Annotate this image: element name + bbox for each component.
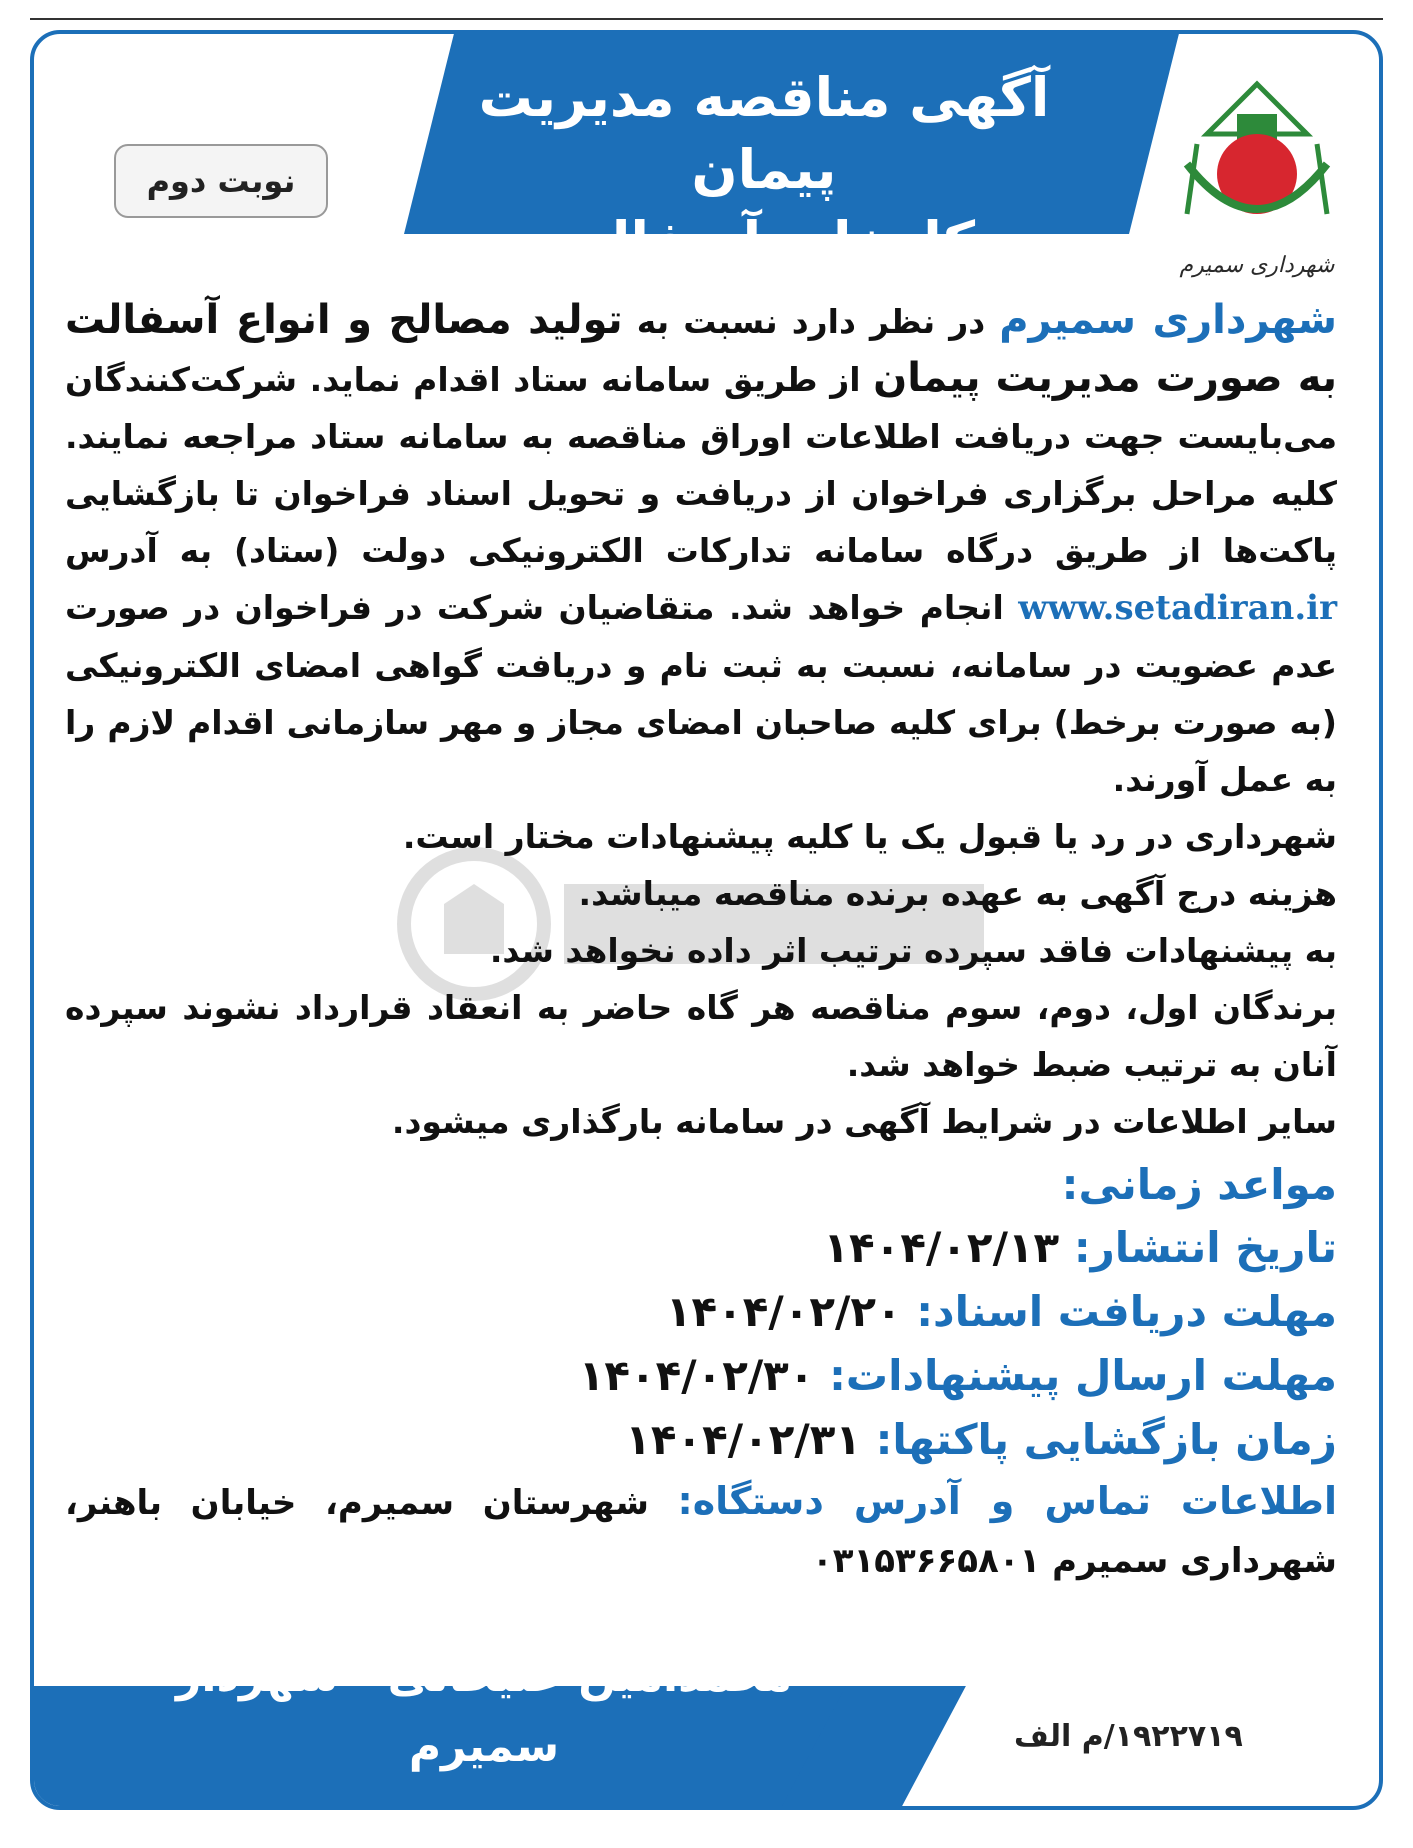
signatory: محمدامین علیخانی - شهردار سمیرم (176, 1651, 792, 1772)
notice-body (65, 292, 1337, 1590)
schedule-date: ۱۴۰۴/۰۲/۳۱ (625, 1415, 861, 1464)
schedule-label: تاریخ انتشار: (1073, 1223, 1337, 1272)
schedule-date: ۱۴۰۴/۰۲/۱۳ (823, 1223, 1060, 1272)
portal-link[interactable]: www.setadiran.ir (1018, 588, 1337, 628)
notice-title (414, 62, 1114, 278)
schedule-date: ۱۴۰۴/۰۲/۳۰ (578, 1351, 815, 1400)
org-name: شهرداری سمیرم (999, 297, 1338, 343)
emblem-icon (1147, 74, 1367, 244)
paragraph-more-info: سایر اطلاعات در شرایط آگهی در سامانه بارگذاری میشود. (391, 1102, 1337, 1141)
municipality-logo (1147, 74, 1367, 284)
contact-address: شهرستان سمیرم، خیابان باهنر، شهرداری سمیرم ۰۳۱۵۳۶۶۵۸۰۱ (65, 1483, 1337, 1581)
schedule-row (65, 1280, 1337, 1344)
top-rule (30, 18, 1383, 20)
notice-frame (30, 30, 1383, 1810)
schedule-label: زمان بازگشایی پاکتها: (875, 1415, 1337, 1464)
contact-info (65, 1472, 1337, 1590)
tender-subject: تولید مصالح و انواع آسفالت به صورت مدیریت پیمان (65, 297, 1338, 401)
text-segment: در نظر دارد نسبت به (622, 302, 1000, 341)
paragraph-winners: برندگان اول، دوم، سوم مناقصه هر گاه حاضر به انعقاد قرارداد نشوند سپرده آنان به ترتیب ضبط خواهد شد. (65, 988, 1337, 1084)
schedule-section (65, 1154, 1337, 1590)
round-label: نوبت دوم (114, 144, 328, 218)
paragraph-cost: هزینه درج آگهی به عهده برنده مناقصه میباشد. (578, 874, 1337, 913)
schedule-label: مهلت دریافت اسناد: (916, 1287, 1337, 1336)
schedule-row (65, 1344, 1337, 1408)
schedule-row (65, 1408, 1337, 1472)
title-line-2: کارخانه آسفالت (553, 210, 975, 273)
text-segment: از طریق سامانه ستاد اقدام نماید. شرکت‌کنندگان می‌بایست جهت دریافت اطلاعات اوراق مناقصه به سامانه ستاد مراجعه نمایند. کلیه مراحل برگزاری فراخوان از دریافت و تحویل اسناد فراخوان تا بازگشایی پاکت‌ها از طریق درگاه سامانه تدارکات الکترونیکی دولت (ستاد) به آدرس (65, 360, 1337, 570)
text-segment: انجام خواهد شد. متقاضیان شرکت در فراخوان در صورت عدم عضویت در سامانه، نسبت به ثبت نام و دریافت گواهی امضای الکترونیکی (به صورت برخط) برای کلیه صاحبان امضای مجاز و مهر سازمانی اقدام لازم را به عمل آورند. (65, 588, 1337, 799)
schedule-heading: مواعد زمانی: (1061, 1160, 1337, 1209)
reference-code: ۱۹۲۲۷۱۹/م الف (1014, 1719, 1243, 1754)
schedule-date: ۱۴۰۴/۰۲/۲۰ (665, 1287, 902, 1336)
schedule-label: مهلت ارسال پیشنهادات: (829, 1351, 1337, 1400)
title-line-1: آگهی مناقصه مدیریت پیمان (478, 66, 1050, 201)
contact-label: اطلاعات تماس و آدرس دستگاه: (677, 1479, 1337, 1523)
schedule-row (65, 1216, 1337, 1280)
logo-caption: شهرداری سمیرم (1179, 253, 1335, 278)
paragraph-main (65, 292, 1337, 808)
paragraph-rights: شهرداری در رد یا قبول یک یا کلیه پیشنهادات مختار است. (402, 817, 1337, 856)
paragraph-deposit: به پیشنهادات فاقد سپرده ترتیب اثر داده نخواهد شد. (489, 931, 1337, 970)
